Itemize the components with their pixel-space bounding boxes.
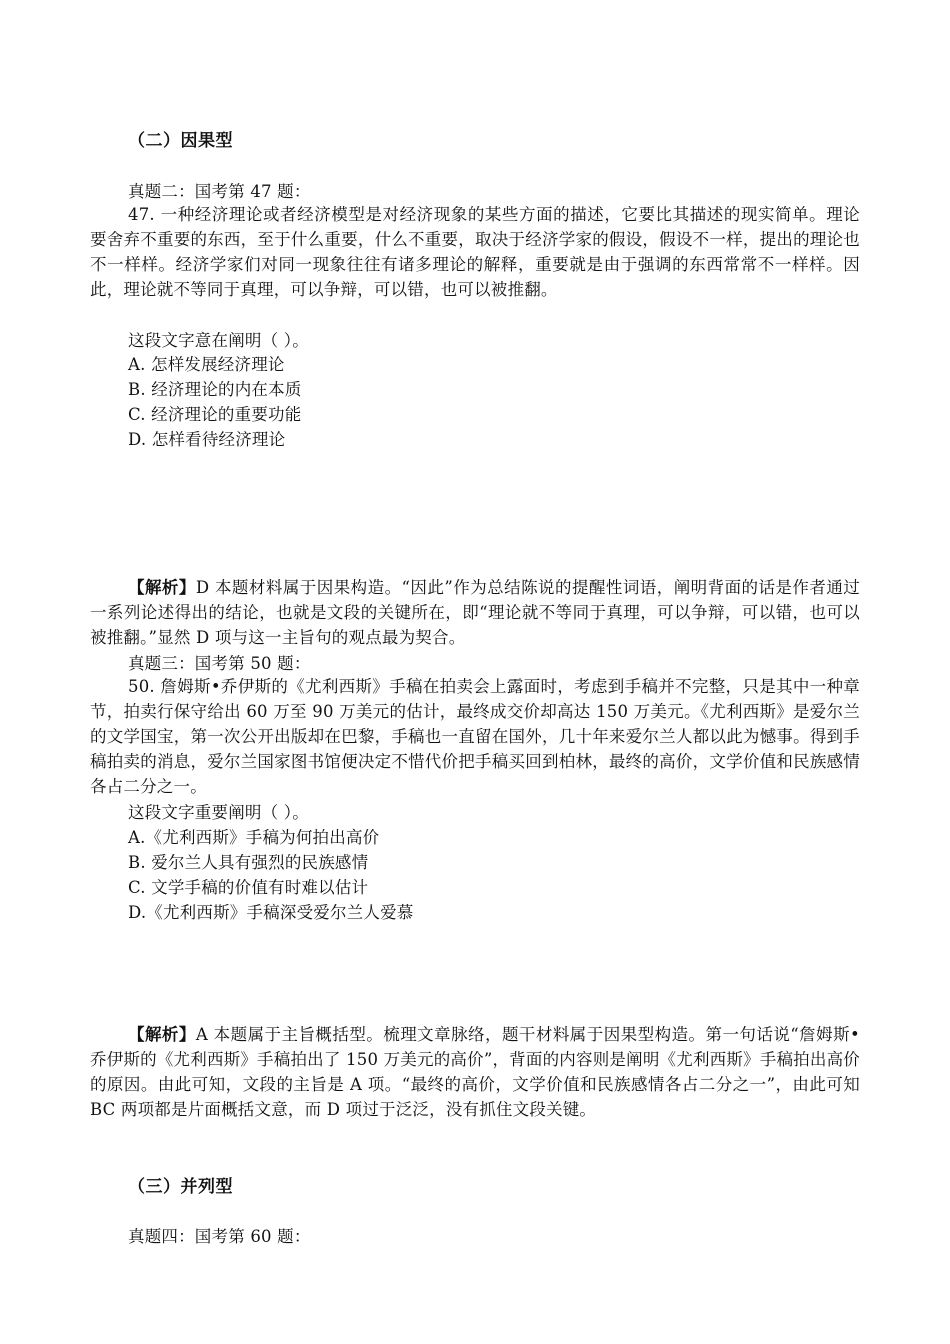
analysis-label: 【解析】 xyxy=(128,578,196,597)
question-prompt: 这段文字重要阐明（ ）。 xyxy=(128,803,309,822)
question-label: 真题二：国考第 47 题： xyxy=(128,182,311,201)
question-prompt: 这段文字意在阐明（ ）。 xyxy=(128,331,309,350)
option-a: A.《尤利西斯》手稿为何拍出高价 xyxy=(128,828,380,847)
section-heading-causal: （二）因果型 xyxy=(128,131,233,151)
question-label: 真题三：国考第 50 题： xyxy=(128,654,311,673)
analysis-paragraph xyxy=(90,1022,860,1122)
option-c: C. 文学手稿的价值有时难以估计 xyxy=(128,878,369,897)
question-body: 50. 詹姆斯•乔伊斯的《尤利西斯》手稿在拍卖会上露面时，考虑到手稿并不完整，只是其中一种章节，拍卖行保守给出 60 万至 90 万美元的估计，最终成交价却高达 150 万美元。《尤利西斯》是爱尔兰的文学国宝，第一次公开出版却在巴黎，手稿也一直留在国外，几十年来爱尔兰人都以此为憾事。得到手稿拍卖的消息，爱尔兰国家图书馆便决定不惜代价把手稿买回到柏林，最终的高价，文学价值和民族感情各占二分之一。 xyxy=(90,677,860,796)
option-b: B. 经济理论的内在本质 xyxy=(128,380,302,399)
question-body: 47. 一种经济理论或者经济模型是对经济现象的某些方面的描述，它要比其描述的现实简单。理论要舍弃不重要的东西，至于什么重要，什么不重要，取决于经济学家的假设，假设不一样，提出的理论也不一样样。经济学家们对同一现象往往有诸多理论的解释，重要就是由于强调的东西常常不一样样。因此，理论就不等同于真理，可以争辩，可以错，也可以被推翻。 xyxy=(90,205,860,299)
section-heading-parallel: （三）并列型 xyxy=(128,1177,233,1197)
option-d: D.《尤利西斯》手稿深受爱尔兰人爱慕 xyxy=(128,903,414,922)
analysis-text: D 本题材料属于因果构造。“因此”作为总结陈说的提醒性词语，阐明背面的话是作者通过一系列论述得出的结论，也就是文段的关键所在，即“理论就不等同于真理，可以争辩，可以错，也可以被推翻。”显然 D 项与这一主旨句的观点最为契合。 xyxy=(90,578,860,647)
analysis-text: A 本题属于主旨概括型。梳理文章脉络，题干材料属于因果型构造。第一句话说“詹姆斯•乔伊斯的《尤利西斯》手稿拍出了 150 万美元的高价”，背面的内容则是阐明《尤利西斯》手稿拍出高价的原因。由此可知，文段的主旨是 A 项。“最终的高价，文学价值和民族感情各占二分之一”，由此可知 BC 两项都是片面概括文意，而 D 项过于泛泛，没有抓住文段关键。 xyxy=(90,1025,860,1119)
analysis-paragraph xyxy=(90,575,860,650)
option-d: D. 怎样看待经济理论 xyxy=(128,430,286,449)
question-label: 真题四：国考第 60 题： xyxy=(128,1227,311,1246)
option-b: B. 爱尔兰人具有强烈的民族感情 xyxy=(128,853,369,872)
option-a: A. 怎样发展经济理论 xyxy=(128,355,285,374)
analysis-label: 【解析】 xyxy=(128,1025,196,1044)
option-c: C. 经济理论的重要功能 xyxy=(128,405,302,424)
